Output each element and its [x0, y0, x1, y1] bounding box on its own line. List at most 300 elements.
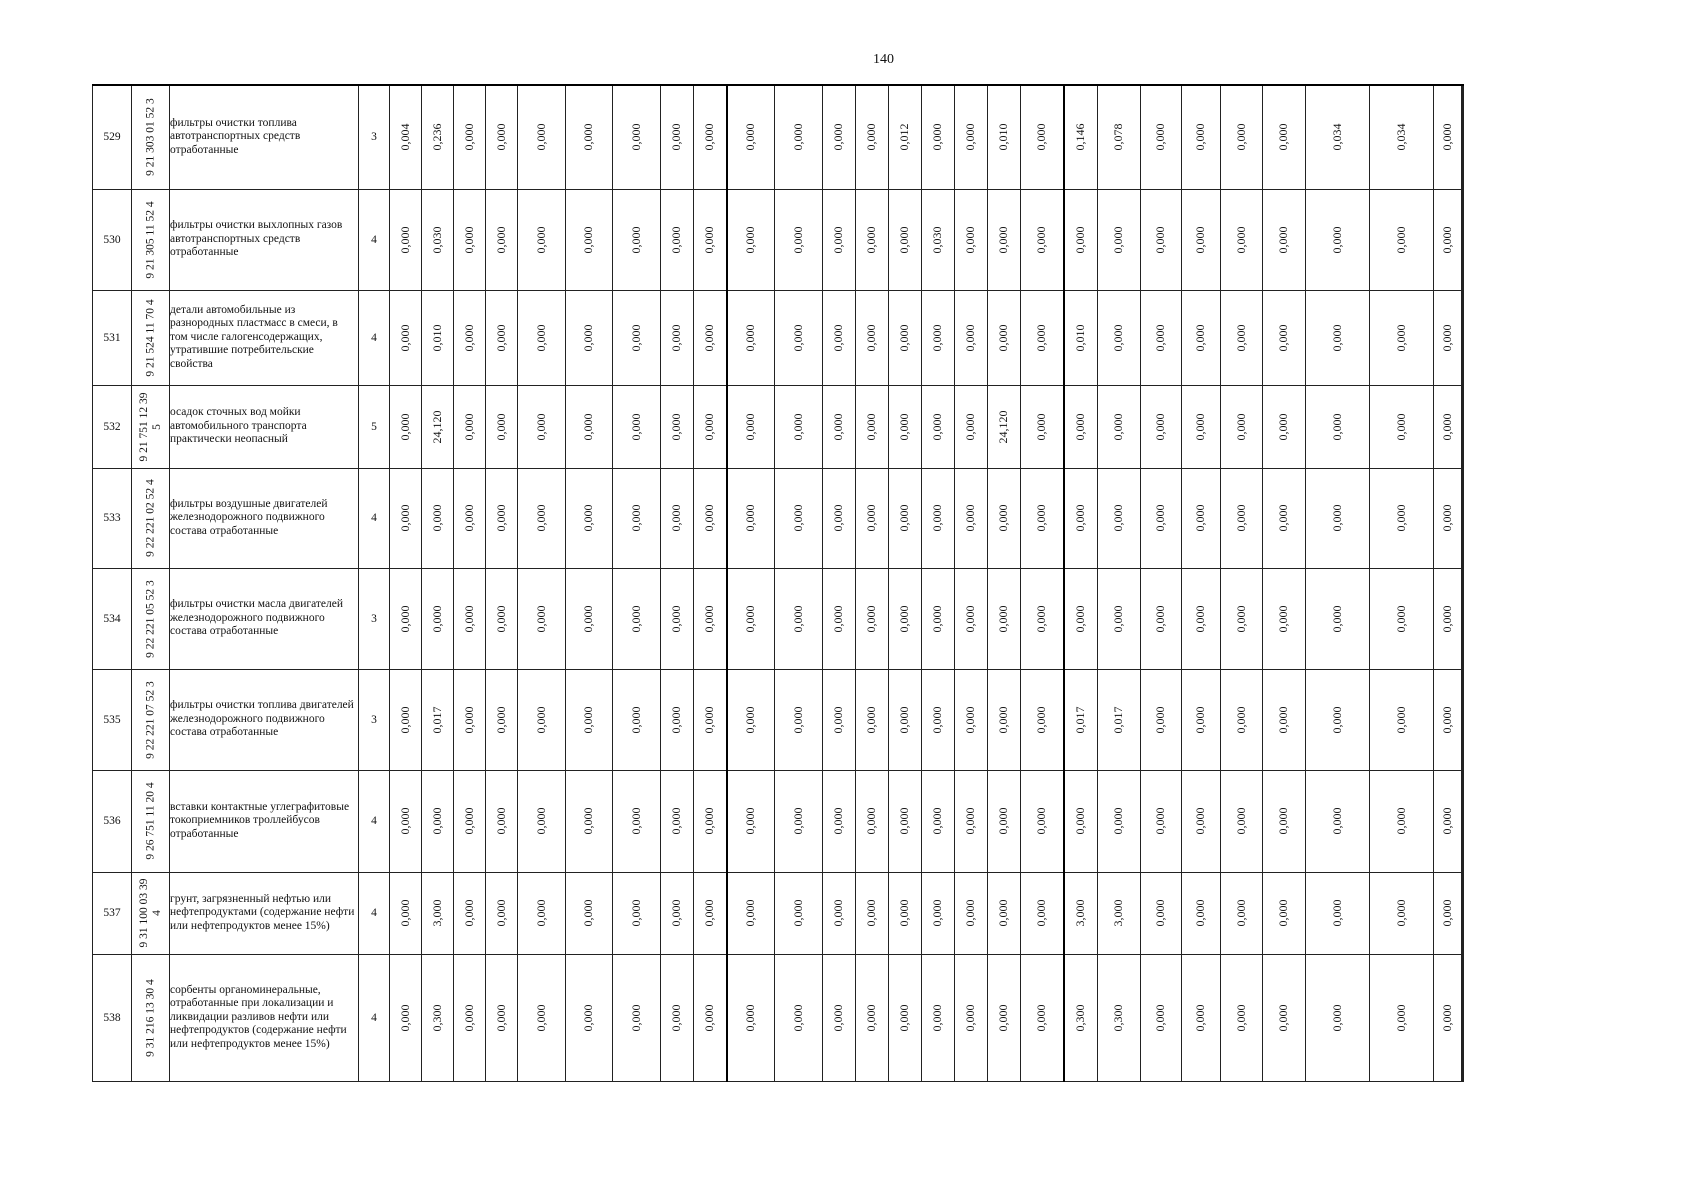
- value-cell: [1263, 568, 1306, 669]
- value-text: 0,000: [581, 324, 596, 351]
- waste-code-cell: [132, 872, 170, 954]
- table-row: [93, 385, 1464, 468]
- value-cell: [661, 85, 694, 189]
- value-cell: [727, 385, 775, 468]
- value-text: 0,000: [1233, 504, 1248, 532]
- value-text: 0,000: [1033, 123, 1048, 151]
- value-cell: [1370, 290, 1434, 385]
- value-text: 0,000: [1233, 899, 1248, 927]
- value-text: 0,000: [397, 226, 412, 253]
- value-text: 0,010: [429, 324, 444, 351]
- value-cell: [1021, 568, 1064, 669]
- value-cell: [566, 568, 613, 669]
- value-cell: [566, 872, 613, 954]
- value-cell: [727, 954, 775, 1081]
- value-cell: [694, 872, 727, 954]
- value-cell: [661, 770, 694, 872]
- value-cell: [775, 468, 823, 568]
- value-cell: [1098, 85, 1141, 189]
- waste-code-cell: [132, 954, 170, 1081]
- value-text: 0,000: [897, 324, 912, 351]
- value-cell: [694, 189, 727, 290]
- value-text: 0,000: [1276, 1004, 1291, 1031]
- value-text: 0,012: [897, 123, 912, 151]
- value-text: 0,000: [581, 123, 596, 151]
- waste-code-cell: [132, 770, 170, 872]
- value-cell: [422, 669, 454, 770]
- waste-code: 9 21 305 11 52 4: [143, 200, 156, 279]
- value-cell: [727, 872, 775, 954]
- value-text: 0,000: [397, 1004, 412, 1031]
- value-cell: [775, 669, 823, 770]
- value-text: 0,000: [1393, 226, 1408, 253]
- value-cell: [422, 385, 454, 468]
- value-text: 0,000: [1193, 324, 1208, 351]
- value-text: 0,000: [1072, 605, 1087, 632]
- value-cell: [1434, 385, 1462, 468]
- value-text: 0,000: [831, 605, 846, 632]
- value-text: 0,000: [831, 504, 846, 532]
- value-text: 0,000: [628, 899, 643, 927]
- value-text: 0,000: [742, 123, 757, 151]
- value-text: 0,000: [1276, 226, 1291, 253]
- value-cell: [1370, 468, 1434, 568]
- value-text: 0,000: [1439, 226, 1454, 253]
- value-cell: [1370, 189, 1434, 290]
- value-text: 0,000: [963, 1004, 978, 1031]
- value-cell: [1182, 770, 1221, 872]
- waste-name: фильтры очистки выхлопных газов автотранспортных средств отработанные: [170, 189, 359, 290]
- value-cell: [922, 669, 955, 770]
- value-cell: [1221, 954, 1263, 1081]
- table-row: [93, 568, 1464, 669]
- value-text: 0,146: [1072, 123, 1087, 151]
- value-cell: [1098, 872, 1141, 954]
- value-text: 0,300: [429, 1004, 444, 1031]
- value-cell: [1141, 468, 1182, 568]
- value-cell: [1263, 872, 1306, 954]
- value-text: 0,000: [963, 899, 978, 927]
- value-cell: [856, 872, 889, 954]
- value-text: 0,000: [1233, 123, 1248, 151]
- value-text: 0,000: [429, 504, 444, 532]
- value-text: 0,000: [701, 123, 716, 151]
- value-text: 0,000: [581, 807, 596, 835]
- row-number: 533: [93, 468, 132, 568]
- value-cell: [486, 568, 518, 669]
- value-text: 0,000: [897, 807, 912, 835]
- value-cell: [1141, 568, 1182, 669]
- value-cell: [955, 385, 988, 468]
- value-cell: [1021, 669, 1064, 770]
- hazard-class: 4: [359, 290, 390, 385]
- value-text: 0,000: [897, 899, 912, 927]
- value-text: 0,000: [790, 807, 805, 835]
- value-cell: [856, 568, 889, 669]
- value-text: 0,000: [1439, 706, 1454, 733]
- value-text: 0,000: [493, 324, 508, 351]
- value-text: 0,000: [742, 413, 757, 440]
- value-text: 0,000: [669, 123, 684, 151]
- hazard-class: 4: [359, 770, 390, 872]
- value-text: 0,000: [1233, 807, 1248, 835]
- value-cell: [1021, 290, 1064, 385]
- value-cell: [1182, 290, 1221, 385]
- value-text: 0,000: [790, 413, 805, 440]
- waste-code: 9 26 751 11 20 4: [143, 782, 156, 860]
- value-cell: [922, 290, 955, 385]
- value-text: 0,000: [831, 413, 846, 440]
- value-cell: [988, 290, 1021, 385]
- hazard-class: 3: [359, 669, 390, 770]
- value-text: 0,000: [831, 1004, 846, 1031]
- value-cell: [775, 290, 823, 385]
- value-text: 0,000: [1072, 413, 1087, 440]
- value-cell: [390, 669, 422, 770]
- value-cell: [1141, 954, 1182, 1081]
- value-text: 0,000: [1111, 413, 1126, 440]
- value-cell: [1064, 568, 1098, 669]
- value-cell: [1221, 468, 1263, 568]
- value-cell: [823, 568, 856, 669]
- value-cell: [1463, 290, 1464, 385]
- value-cell: [518, 189, 566, 290]
- value-text: 0,000: [628, 413, 643, 440]
- value-text: 0,000: [397, 324, 412, 351]
- value-cell: [1434, 85, 1462, 189]
- value-cell: [1064, 85, 1098, 189]
- value-text: 0,000: [742, 504, 757, 532]
- value-text: 0,000: [996, 605, 1011, 632]
- value-text: 0,000: [581, 1004, 596, 1031]
- value-cell: [566, 669, 613, 770]
- value-cell: [955, 954, 988, 1081]
- value-text: 0,000: [1153, 413, 1168, 440]
- value-text: 0,000: [1193, 413, 1208, 440]
- value-cell: [613, 85, 661, 189]
- value-cell: [454, 85, 486, 189]
- value-text: 0,000: [742, 1004, 757, 1031]
- value-cell: [518, 669, 566, 770]
- value-cell: [566, 85, 613, 189]
- value-text: 0,000: [1033, 1004, 1048, 1031]
- value-text: 0,000: [628, 807, 643, 835]
- value-cell: [727, 568, 775, 669]
- value-text: 3,000: [429, 899, 444, 927]
- row-number: 537: [93, 872, 132, 954]
- waste-code: 9 21 303 01 52 3: [143, 98, 156, 177]
- value-text: 0,000: [1111, 324, 1126, 351]
- waste-code: 9 31 216 13 30 4: [143, 978, 156, 1057]
- value-cell: [1434, 669, 1462, 770]
- value-text: 0,000: [581, 899, 596, 927]
- value-cell: [1370, 85, 1434, 189]
- value-cell: [390, 872, 422, 954]
- waste-code: 9 21 751 12 39 5: [137, 392, 163, 461]
- value-cell: [613, 189, 661, 290]
- value-cell: [922, 872, 955, 954]
- value-text: 0,000: [963, 504, 978, 532]
- value-cell: [1463, 189, 1464, 290]
- value-text: 0,030: [930, 226, 945, 253]
- value-text: 0,000: [669, 413, 684, 440]
- value-text: 0,300: [1072, 1004, 1087, 1031]
- value-text: 0,017: [1072, 706, 1087, 733]
- value-text: 0,000: [701, 1004, 716, 1031]
- value-text: 0,000: [533, 413, 548, 440]
- value-cell: [390, 568, 422, 669]
- waste-name: осадок сточных вод мойки автомобильного транспорта практически неопасный: [170, 385, 359, 468]
- value-text: 0,000: [996, 706, 1011, 733]
- value-text: 0,000: [461, 324, 476, 351]
- row-number: 529: [93, 85, 132, 189]
- value-text: 0,000: [1276, 123, 1291, 151]
- value-cell: [1098, 954, 1141, 1081]
- value-text: 0,000: [1233, 706, 1248, 733]
- value-cell: [661, 290, 694, 385]
- value-text: 0,000: [1329, 1004, 1344, 1031]
- value-text: 0,000: [701, 324, 716, 351]
- value-cell: [1263, 468, 1306, 568]
- value-cell: [823, 189, 856, 290]
- value-cell: [518, 85, 566, 189]
- value-cell: [856, 770, 889, 872]
- value-text: 0,000: [1153, 1004, 1168, 1031]
- value-cell: [661, 669, 694, 770]
- value-text: 0,000: [963, 226, 978, 253]
- value-cell: [454, 290, 486, 385]
- value-cell: [518, 770, 566, 872]
- value-cell: [1021, 189, 1064, 290]
- value-text: 0,000: [461, 504, 476, 532]
- value-cell: [1221, 568, 1263, 669]
- value-cell: [518, 468, 566, 568]
- value-cell: [1221, 385, 1263, 468]
- value-text: 0,000: [533, 899, 548, 927]
- value-text: 0,017: [1111, 706, 1126, 733]
- value-text: 0,000: [397, 605, 412, 632]
- value-cell: [856, 85, 889, 189]
- value-cell: [1141, 385, 1182, 468]
- value-text: 0,000: [1033, 324, 1048, 351]
- value-text: 0,000: [628, 123, 643, 151]
- value-text: 0,000: [963, 706, 978, 733]
- value-cell: [775, 954, 823, 1081]
- value-cell: [775, 189, 823, 290]
- value-cell: [775, 85, 823, 189]
- value-text: 0,000: [742, 324, 757, 351]
- value-cell: [1141, 770, 1182, 872]
- value-text: 0,000: [1329, 226, 1344, 253]
- value-text: 0,000: [461, 413, 476, 440]
- value-cell: [988, 568, 1021, 669]
- value-cell: [422, 468, 454, 568]
- value-cell: [1306, 85, 1370, 189]
- value-text: 0,000: [1153, 123, 1168, 151]
- value-cell: [823, 85, 856, 189]
- value-text: 0,000: [996, 504, 1011, 532]
- value-cell: [518, 954, 566, 1081]
- value-cell: [988, 85, 1021, 189]
- value-text: 0,000: [897, 413, 912, 440]
- row-number: 536: [93, 770, 132, 872]
- value-text: 0,000: [1439, 324, 1454, 351]
- value-cell: [1098, 189, 1141, 290]
- value-cell: [1463, 872, 1464, 954]
- value-text: 0,000: [963, 123, 978, 151]
- value-cell: [775, 872, 823, 954]
- value-text: 0,000: [461, 226, 476, 253]
- value-cell: [454, 468, 486, 568]
- value-cell: [454, 770, 486, 872]
- value-text: 0,000: [1393, 899, 1408, 927]
- value-text: 0,000: [1072, 226, 1087, 253]
- value-text: 0,000: [493, 1004, 508, 1031]
- value-text: 0,000: [669, 899, 684, 927]
- value-cell: [775, 568, 823, 669]
- value-text: 0,000: [533, 123, 548, 151]
- value-text: 0,000: [790, 899, 805, 927]
- waste-code: 9 31 100 03 39 4: [137, 878, 163, 948]
- value-text: 0,000: [669, 504, 684, 532]
- value-text: 0,000: [930, 1004, 945, 1031]
- value-cell: [1306, 189, 1370, 290]
- value-text: 0,000: [628, 706, 643, 733]
- value-text: 0,000: [864, 899, 879, 927]
- value-text: 0,000: [1393, 324, 1408, 351]
- value-text: 0,000: [397, 807, 412, 835]
- value-cell: [1263, 290, 1306, 385]
- value-text: 0,000: [1193, 1004, 1208, 1031]
- value-text: 0,000: [493, 899, 508, 927]
- value-cell: [1098, 290, 1141, 385]
- value-cell: [1098, 568, 1141, 669]
- value-cell: [613, 468, 661, 568]
- value-text: 0,000: [930, 605, 945, 632]
- value-text: 0,000: [397, 899, 412, 927]
- value-text: 0,000: [669, 605, 684, 632]
- value-text: 0,000: [1233, 1004, 1248, 1031]
- value-text: 0,000: [790, 226, 805, 253]
- value-text: 0,034: [1329, 123, 1344, 151]
- value-text: 0,000: [1111, 605, 1126, 632]
- value-cell: [1434, 568, 1462, 669]
- value-text: 0,000: [701, 899, 716, 927]
- value-cell: [823, 468, 856, 568]
- value-text: 0,000: [533, 324, 548, 351]
- value-cell: [889, 385, 922, 468]
- value-cell: [518, 568, 566, 669]
- value-cell: [1141, 290, 1182, 385]
- value-text: 0,000: [1233, 413, 1248, 440]
- hazard-class: 4: [359, 468, 390, 568]
- value-cell: [486, 954, 518, 1081]
- value-cell: [922, 189, 955, 290]
- value-text: 0,000: [701, 807, 716, 835]
- row-number: 538: [93, 954, 132, 1081]
- value-cell: [1064, 872, 1098, 954]
- value-cell: [856, 669, 889, 770]
- value-cell: [988, 770, 1021, 872]
- value-text: 0,000: [864, 226, 879, 253]
- value-text: 0,010: [1072, 324, 1087, 351]
- value-cell: [1221, 85, 1263, 189]
- value-text: 0,030: [429, 226, 444, 253]
- value-text: 0,000: [831, 226, 846, 253]
- value-cell: [613, 385, 661, 468]
- value-text: 0,000: [1033, 413, 1048, 440]
- value-cell: [955, 770, 988, 872]
- value-text: 0,300: [1111, 1004, 1126, 1031]
- value-text: 0,000: [701, 226, 716, 253]
- value-cell: [1141, 872, 1182, 954]
- value-cell: [1263, 85, 1306, 189]
- waste-name: сорбенты органоминеральные, отработанные при локализации и ликвидации разливов нефти или нефтепродуктов (содержание нефти или нефтепродуктов менее 15%): [170, 954, 359, 1081]
- waste-name: фильтры очистки топлива автотранспортных средств отработанные: [170, 85, 359, 189]
- value-text: 0,000: [1033, 899, 1048, 927]
- value-text: 0,000: [1439, 123, 1454, 151]
- row-number: 531: [93, 290, 132, 385]
- value-cell: [889, 770, 922, 872]
- value-text: 0,000: [581, 226, 596, 253]
- value-text: 0,000: [742, 807, 757, 835]
- value-cell: [1064, 770, 1098, 872]
- value-cell: [422, 872, 454, 954]
- value-cell: [454, 189, 486, 290]
- value-text: 0,000: [864, 324, 879, 351]
- value-cell: [1263, 954, 1306, 1081]
- value-cell: [823, 290, 856, 385]
- hazard-class: 4: [359, 954, 390, 1081]
- value-text: 0,000: [864, 1004, 879, 1031]
- waste-code-cell: [132, 290, 170, 385]
- value-text: 0,000: [1276, 504, 1291, 532]
- value-text: 0,000: [1393, 504, 1408, 532]
- value-text: 0,000: [831, 807, 846, 835]
- value-cell: [1021, 85, 1064, 189]
- value-text: 0,000: [1276, 899, 1291, 927]
- value-text: 0,000: [1393, 413, 1408, 440]
- value-cell: [1182, 568, 1221, 669]
- value-text: 0,000: [930, 324, 945, 351]
- value-text: 0,000: [897, 605, 912, 632]
- table-row: [93, 85, 1464, 189]
- value-text: 0,000: [1393, 807, 1408, 835]
- value-text: 0,000: [1193, 807, 1208, 835]
- value-cell: [1434, 954, 1462, 1081]
- value-text: 0,000: [1233, 324, 1248, 351]
- value-cell: [1182, 669, 1221, 770]
- value-cell: [1370, 872, 1434, 954]
- value-cell: [1098, 468, 1141, 568]
- value-cell: [1434, 468, 1462, 568]
- value-cell: [390, 954, 422, 1081]
- value-cell: [390, 189, 422, 290]
- value-cell: [661, 568, 694, 669]
- value-cell: [955, 669, 988, 770]
- value-text: 0,000: [1439, 605, 1454, 632]
- value-text: 0,000: [1329, 504, 1344, 532]
- value-text: 0,000: [1329, 706, 1344, 733]
- value-text: 0,000: [1072, 807, 1087, 835]
- value-cell: [1021, 872, 1064, 954]
- value-text: 0,000: [461, 123, 476, 151]
- value-cell: [823, 872, 856, 954]
- value-cell: [694, 669, 727, 770]
- value-text: 0,000: [864, 605, 879, 632]
- value-text: 0,000: [581, 413, 596, 440]
- value-text: 0,000: [1153, 706, 1168, 733]
